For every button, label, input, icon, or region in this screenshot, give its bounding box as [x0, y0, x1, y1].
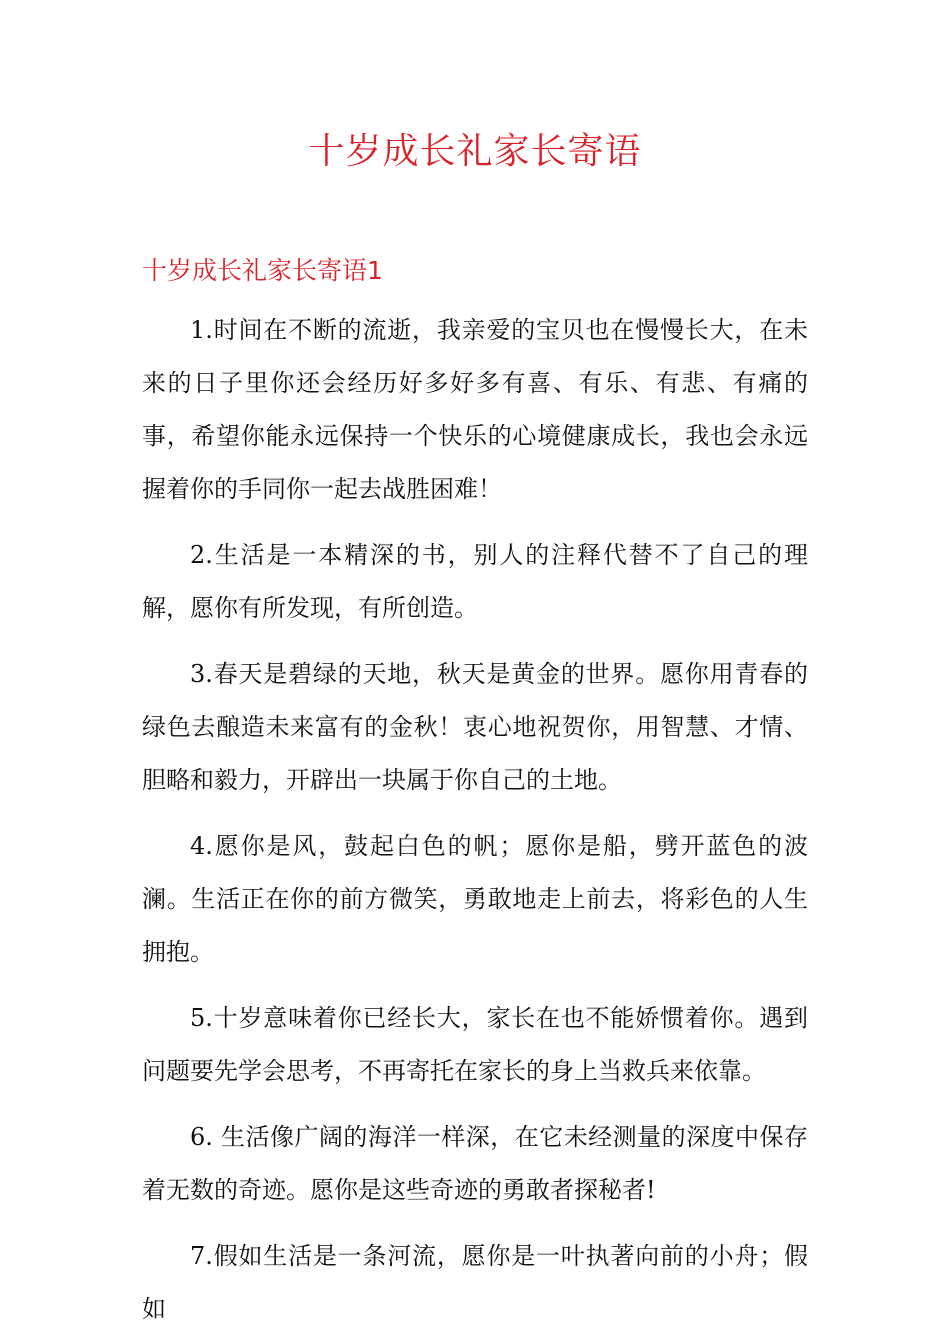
paragraph-2: 2.生活是一本精深的书，别人的注释代替不了自己的理解，愿你有所发现，有所创造。 [142, 541, 808, 622]
document-title: 十岁成长礼家长寄语 [308, 131, 642, 172]
paragraph-6: 6. 生活像广阔的海洋一样深，在它未经测量的深度中保存着无数的奇迹。愿你是这些奇迹的勇敢者探秘者! [142, 1123, 808, 1204]
paragraph-4: 4.愿你是风，鼓起白色的帆；愿你是船，劈开蓝色的波澜。生活正在你的前方微笑，勇敢地走上前去，将彩色的人生拥抱。 [142, 832, 808, 966]
paragraph-7: 7.假如生活是一条河流，愿你是一叶执著向前的小舟；假如 [142, 1242, 808, 1323]
section-heading: 十岁成长礼家长寄语1 [142, 256, 383, 285]
paragraph-5: 5.十岁意味着你已经长大，家长在也不能娇惯着你。遇到问题要先学会思考，不再寄托在家长的身上当救兵来依靠。 [142, 1004, 808, 1085]
paragraph-3: 3.春天是碧绿的天地，秋天是黄金的世界。愿你用青春的绿色去酿造未来富有的金秋！衷心地祝贺你，用智慧、才情、胆略和毅力，开辟出一块属于你自己的土地。 [142, 660, 808, 794]
paragraph-1: 1.时间在不断的流逝，我亲爱的宝贝也在慢慢长大，在未来的日子里你还会经历好多好多有喜、有乐、有悲、有痛的事，希望你能永远保持一个快乐的心境健康成长，我也会永远握着你的手同你一起去战胜困难！ [142, 316, 808, 503]
